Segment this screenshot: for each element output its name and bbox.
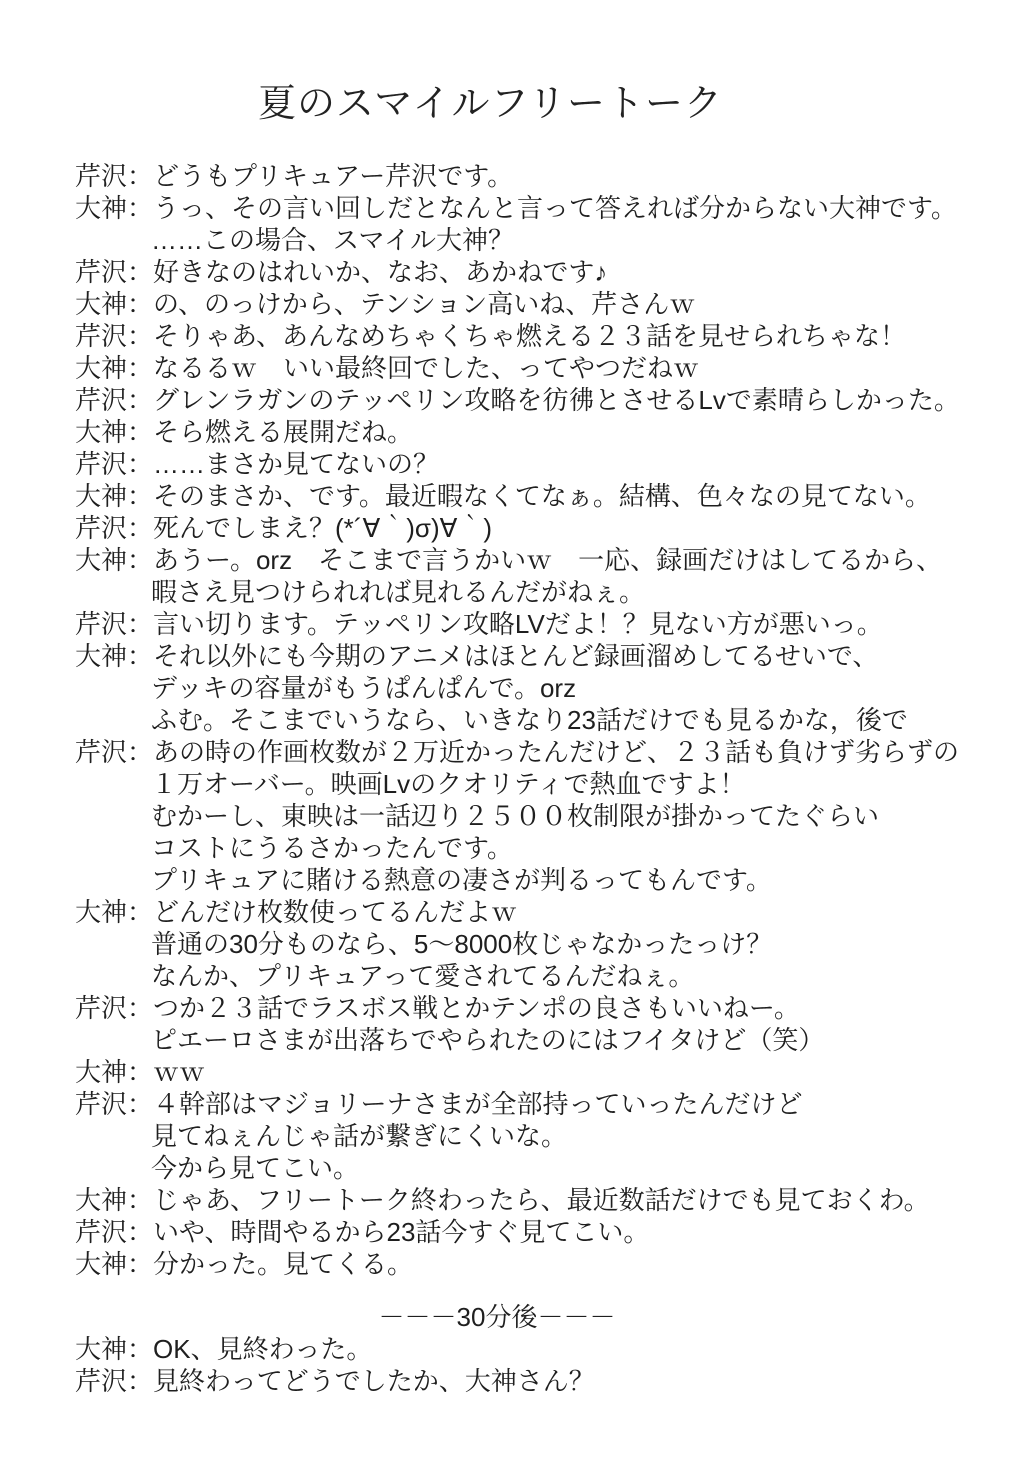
speaker-label: 大神：: [75, 1249, 154, 1279]
speaker-label: 大神：: [75, 1185, 154, 1215]
dialogue-line: [75, 512, 989, 544]
speaker-label: 芹沢：: [75, 385, 154, 415]
speaker-label: [75, 800, 151, 832]
dialogue-line: [75, 704, 989, 736]
dialogue-line: [75, 672, 989, 704]
speaker-label: 大神：: [75, 1057, 154, 1087]
speaker-label: 芹沢：: [75, 161, 154, 191]
speaker-label: 大神：: [75, 193, 154, 223]
dialogue-line: [75, 160, 989, 192]
dialogue-line: [75, 448, 989, 480]
dialogue-text: そのまさか、です。最近暇なくてなぁ。結構、色々なの見てない。: [153, 481, 931, 511]
dialogue-text: プリキュアに賭ける熱意の凄さが判るってもんです。: [151, 865, 772, 895]
speaker-label: [75, 768, 151, 800]
dialogue-text: ……まさか見てないの？: [153, 449, 440, 479]
dialogue-text: 言い切ります。テッペリン攻略LVだよ！？見ない方が悪いっ。: [153, 609, 883, 639]
dialogue-line: [75, 864, 989, 896]
dialogue-text: むかーし、東映は一話辺り２５００枚制限が掛かってたぐらい: [151, 801, 880, 831]
dialogue-line: [75, 288, 989, 320]
speaker-label: 芹沢：: [75, 513, 154, 543]
speaker-label: 芹沢：: [75, 1217, 154, 1247]
dialogue-line: [75, 928, 989, 960]
dialogue-text: そら燃える展開だね。: [153, 417, 414, 447]
dialogue-text: ……この場合、スマイル大神？: [151, 225, 514, 255]
speaker-label: 大神：: [75, 417, 154, 447]
dialogue-line: [75, 960, 989, 992]
dialogue-line: [75, 992, 989, 1024]
speaker-label: 芹沢：: [75, 321, 154, 351]
dialogue-text: 分かった。見てくる。: [153, 1249, 414, 1279]
dialogue-line: [75, 1365, 989, 1397]
dialogue-text: １万オーバー。映画Lvのクオリティで熱血ですよ！: [151, 769, 746, 799]
dialogue-line: [75, 1152, 989, 1184]
speaker-label: [75, 1152, 151, 1184]
dialogue-text: 暇さえ見つけられれば見れるんだがねぇ。: [151, 577, 646, 607]
dialogue-text: ４幹部はマジョリーナさまが全部持っていったんだけど: [153, 1089, 803, 1119]
speaker-label: 大神：: [75, 545, 154, 575]
dialogue-text: なんか、プリキュアって愛されてるんだねぇ。: [151, 961, 695, 991]
dialogue-line: [75, 544, 989, 576]
dialogue-line: [75, 1024, 989, 1056]
speaker-label: 芹沢：: [75, 737, 154, 767]
dialogue-line: [75, 416, 989, 448]
speaker-label: 大神：: [75, 289, 154, 319]
dialogue-text: どんだけ枚数使ってるんだよｗ: [153, 897, 518, 927]
dialogue-text: あの時の作画枚数が２万近かったんだけど、２３話も負けず劣らずの: [153, 737, 960, 767]
dialogue-line: [75, 256, 989, 288]
dialogue-text: どうもプリキュアー芹沢です。: [153, 161, 514, 191]
speaker-label: 大神：: [75, 641, 154, 671]
dialogue-text: OK、見終わった。: [153, 1334, 373, 1364]
speaker-label: 芹沢：: [75, 257, 154, 287]
speaker-label: [75, 832, 151, 864]
dialogue-text: ふむ。そこまでいうなら、いきなり23話だけでも見るかな，後で: [151, 705, 908, 735]
dialogue-text: コストにうるさかったんです。: [151, 833, 513, 863]
speaker-label: 芹沢：: [75, 449, 154, 479]
speaker-label: 芹沢：: [75, 1366, 154, 1396]
dialogue-line: [75, 1248, 989, 1280]
speaker-label: [75, 928, 151, 960]
dialogue-text: 普通の30分ものなら、5～8000枚じゃなかったっけ？: [151, 929, 773, 959]
dialogue-line: [75, 1333, 989, 1365]
dialogue-text: グレンラガンのテッペリン攻略を彷彿とさせるLvで素晴らしかった。: [153, 385, 960, 415]
dialogue-text: そりゃあ、あんなめちゃくちゃ燃える２３話を見せられちゃな！: [153, 321, 906, 351]
dialogue-line: [75, 608, 989, 640]
speaker-label: 芹沢：: [75, 609, 154, 639]
dialogue-text: つか２３話でラスボス戦とかテンポの良さもいいねー。: [153, 993, 800, 1023]
speaker-label: [75, 960, 151, 992]
dialogue-text: の、のっけから、テンション高いね、芹さんｗ: [153, 289, 696, 319]
speaker-label: 芹沢：: [75, 1089, 154, 1119]
page-title: 夏のスマイルフリートーク: [258, 83, 723, 125]
dialogue-line: [75, 640, 989, 672]
dialogue-text: じゃあ、フリートーク終わったら、最近数話だけでも見ておくわ。: [153, 1185, 930, 1215]
dialogue-line: [75, 1184, 989, 1216]
section-divider: －－－30分後－－－: [378, 1302, 616, 1332]
speaker-label: 大神：: [75, 897, 154, 927]
dialogue-line: [75, 768, 989, 800]
dialogue-line: [75, 352, 989, 384]
dialogue-text: なるるｗ いい最終回でした、ってやつだねｗ: [153, 353, 700, 383]
speaker-label: [75, 864, 151, 896]
dialogue-text: それ以外にも今期のアニメはほとんど録画溜めしてるせいで、: [153, 641, 879, 671]
speaker-label: 大神：: [75, 353, 154, 383]
dialogue-line: [75, 736, 989, 768]
dialogue-line: [75, 192, 989, 224]
dialogue-line: [75, 576, 989, 608]
dialogue-line: [75, 224, 989, 256]
speaker-label: [75, 1024, 151, 1056]
dialogue-text: ピエーロさまが出落ちでやられたのにはフイタけど（笑）: [151, 1025, 825, 1055]
dialogue-line: [75, 1216, 989, 1248]
dialogue-text: 見てねぇんじゃ話が繋ぎにくいな。: [151, 1121, 568, 1151]
dialogue-text: いや、時間やるから23話今すぐ見てこい。: [153, 1217, 650, 1247]
dialogue-line: [75, 1120, 989, 1152]
speaker-label: 大神：: [75, 1334, 154, 1364]
speaker-label: [75, 224, 151, 256]
dialogue-text: ｗｗ: [153, 1057, 206, 1087]
dialogue-text: あうー。orz そこまで言うかいｗ 一応、録画だけはしてるから、: [153, 545, 943, 575]
dialogue-line: [75, 320, 989, 352]
dialogue-line: [75, 896, 989, 928]
speaker-label: [75, 672, 151, 704]
dialogue-line: [75, 832, 989, 864]
speaker-label: [75, 1120, 151, 1152]
dialogue-text: デッキの容量がもうぱんぱんで。orz: [151, 673, 577, 703]
dialogue-text: 死んでしまえ？(*´∀｀)σ)∀｀): [153, 513, 493, 543]
dialogue-text: うっ、その言い回しだとなんと言って答えれば分からない大神です。: [153, 193, 957, 223]
dialogue-text: 好きなのはれいか、なお、あかねです♪: [153, 257, 608, 287]
speaker-label: 芹沢：: [75, 993, 154, 1023]
dialogue-line: [75, 800, 989, 832]
dialogue-text: 今から見てこい。: [151, 1153, 360, 1183]
dialogue-line: [75, 1088, 989, 1120]
speaker-label: [75, 704, 151, 736]
dialogue-list: [0, 160, 1029, 1397]
speaker-label: 大神：: [75, 481, 154, 511]
dialogue-text: 見終わってどうでしたか、大神さん？: [153, 1366, 595, 1396]
dialogue-line: [75, 384, 989, 416]
dialogue-line: [75, 480, 989, 512]
dialogue-line: [75, 1056, 989, 1088]
speaker-label: [75, 576, 151, 608]
